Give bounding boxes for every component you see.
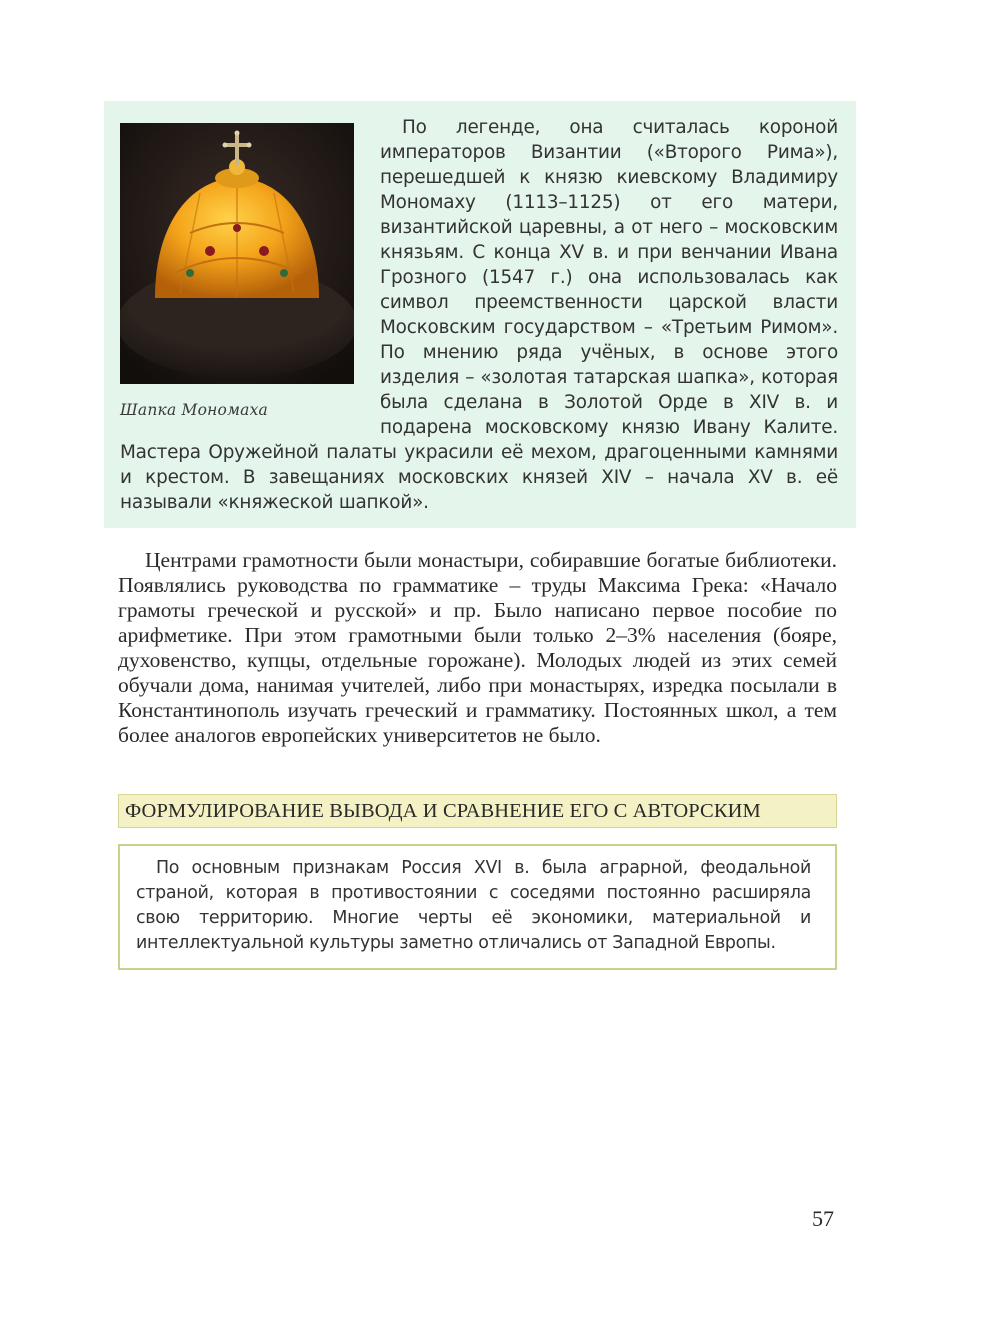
main-paragraph: Центрами грамотности были монастыри, собиравшие богатые библиотеки. Появлялись руководства по грамматике – труды Максима Грека: «Начало грамоты греческой и русской» и пр. Было написано первое пособие по арифметике. При этом грамотными были только 2–3% населения (бояре, духовенство, купцы, отдельные горожане). Молодых людей из этих семей обучали дома, нанимая учителей, либо при монастырях, изредка посылали в Константинополь изучать греческий и грамматику. Постоянных школ, а тем более аналогов европейских университетов не было. (118, 548, 837, 747)
section-heading: ФОРМУЛИРОВАНИЕ ВЫВОДА И СРАВНЕНИЕ ЕГО С АВТОРСКИМ (118, 794, 837, 828)
monomakh-cap-image (120, 123, 354, 384)
sidebar-text: По легенде, она считалась короной императоров Византии («Второго Рима»), перешедшей к князю киевскому Владимиру Мономаху (1113–1125) от его матери, византийской царевны, а от него – московским князьям. С конца XV в. и при венчании Ивана Грозного (1547 г.) она использовалась как символ преемственности царской власти Московским государством – «Третьим Римом». По мнению ряда учёных, в основе этого изделия – «золотая татарская шапка», которая была сделана в Золотой Орде в XIV в. и подарена московскому князю Ивану Калите. Мастера Оружейной палаты украсили её мехом, драгоценными камнями и крестом. В завещаниях московских князей XIV – начала XV в. её называли «княжеской шапкой». (120, 117, 838, 513)
conclusion-text: По основным признакам Россия XVI в. была аграрной, феодальной страной, которая в противостоянии с соседями постоянно расширяла свою территорию. Многие черты её экономики, материальной и интеллектуальной культуры заметно отличались от Западной Европы. (136, 858, 811, 953)
image-caption: Шапка Мономаха (120, 401, 268, 419)
sidebar-box (104, 101, 856, 528)
page-number: 57 (812, 1206, 834, 1231)
photo-block (120, 123, 376, 419)
conclusion-box (118, 844, 837, 970)
